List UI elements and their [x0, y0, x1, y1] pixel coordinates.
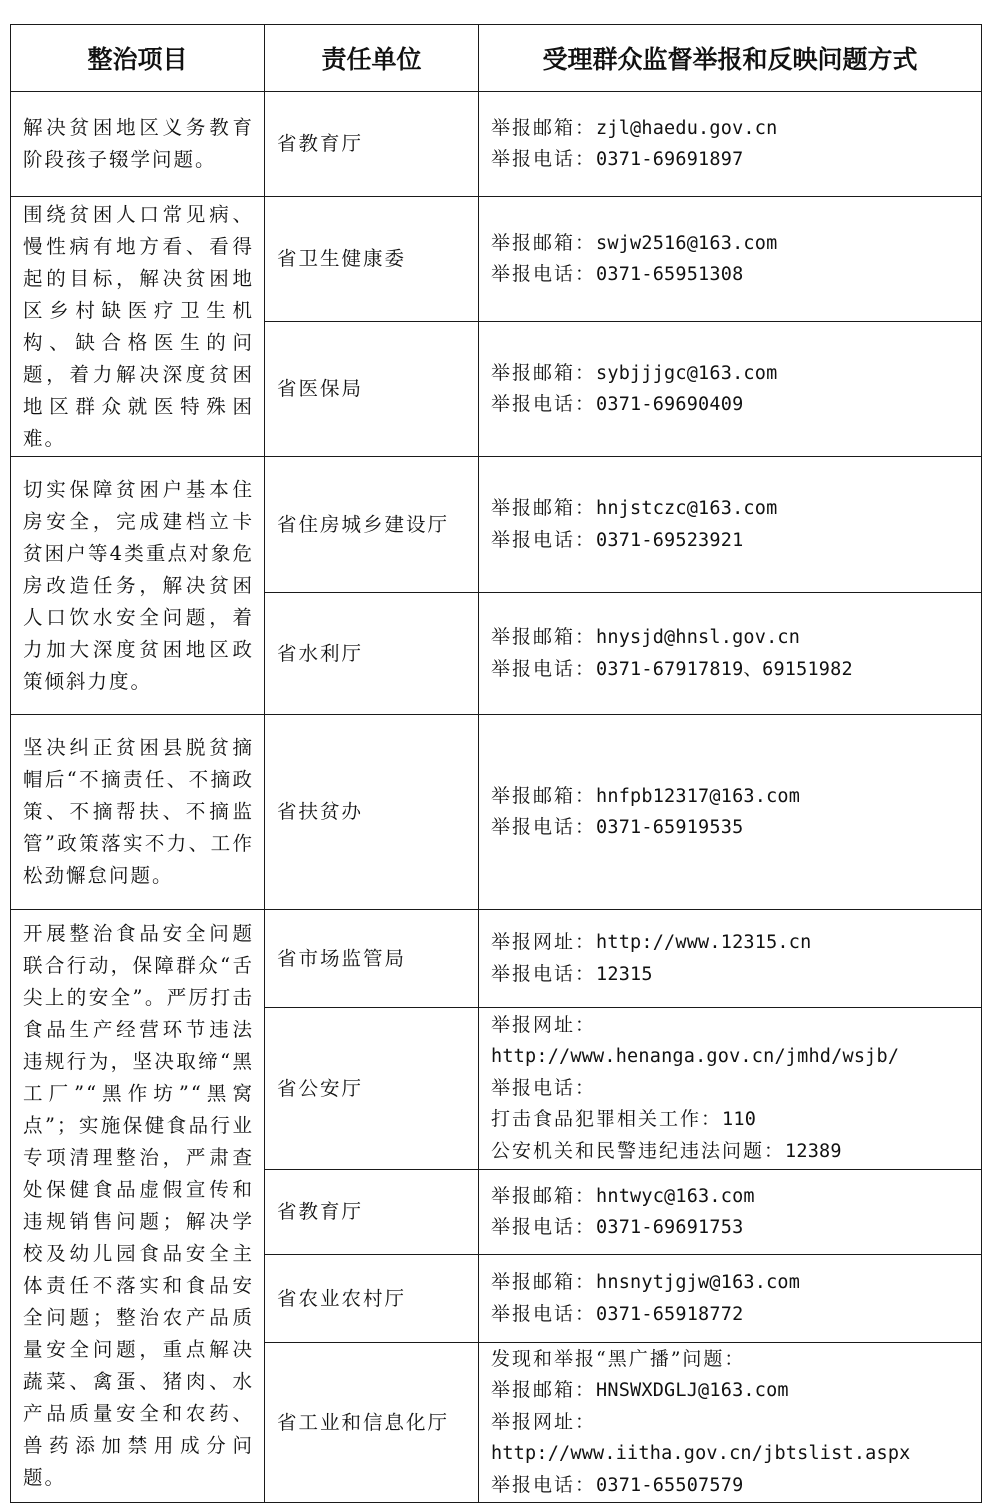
- contact-line: [491, 654, 973, 686]
- header-contact: 受理群众监督举报和反映问题方式: [479, 25, 982, 92]
- contact-value[interactable]: http://www.12315.cn: [596, 932, 812, 953]
- contact-label: 举报电话：: [491, 1302, 597, 1325]
- header-row: [11, 25, 982, 92]
- contact-label: 举报电话：: [491, 816, 597, 838]
- unit-cell: 省工业和信息化厅: [265, 1343, 479, 1503]
- contact-label: 举报邮箱：: [491, 116, 597, 139]
- contact-line: [491, 1407, 973, 1439]
- contact-label: 举报电话：: [491, 1473, 597, 1496]
- contact-label: 举报电话：: [491, 148, 597, 170]
- contact-cell: [479, 593, 982, 715]
- unit-cell: 省教育厅: [265, 92, 479, 197]
- contact-line: [491, 1212, 973, 1244]
- contact-line: [491, 1375, 973, 1407]
- contact-label: 举报邮箱：: [491, 1379, 597, 1402]
- contact-label: 打击食品犯罪相关工作：: [491, 1108, 723, 1131]
- contact-line: [491, 144, 973, 176]
- contact-cell: [479, 910, 982, 1008]
- contact-line: [491, 622, 973, 654]
- item-cell: 围绕贫困人口常见病、慢性病有地方看、看得起的目标，解决贫困地区乡村缺医疗卫生机构、缺合格医生的问题，着力解决深度贫困地区群众就医特殊困难。: [11, 197, 265, 457]
- contact-line: [491, 1299, 973, 1331]
- contact-cell: [479, 1170, 982, 1255]
- header-unit: 责任单位: [265, 25, 479, 92]
- item-cell: 解决贫困地区义务教育阶段孩子辍学问题。: [11, 92, 265, 197]
- unit-cell: 省扶贫办: [265, 715, 479, 910]
- contact-value[interactable]: hnsnytjgjw@163.com: [596, 1272, 801, 1293]
- contact-value[interactable]: hnysjd@hnsl.gov.cn: [596, 627, 801, 648]
- contact-cell: [479, 1008, 982, 1170]
- contact-line: [491, 1073, 973, 1105]
- contact-line: [491, 389, 973, 421]
- contact-value[interactable]: 0371-69691753: [596, 1217, 744, 1238]
- contact-cell: [479, 1255, 982, 1343]
- contact-value[interactable]: hnfpb12317@163.com: [596, 785, 801, 807]
- contact-line: [491, 781, 973, 813]
- contact-line: [491, 525, 973, 557]
- contact-line: [491, 1344, 973, 1376]
- supervision-table: [10, 24, 982, 1503]
- contact-value[interactable]: swjw2516@163.com: [596, 232, 778, 254]
- contact-value[interactable]: 0371-69523921: [596, 529, 744, 551]
- table-row: [11, 910, 982, 1008]
- contact-value[interactable]: 12315: [596, 963, 653, 985]
- unit-cell: 省水利厅: [265, 593, 479, 715]
- unit-cell: 省医保局: [265, 322, 479, 457]
- contact-label: 举报电话：: [491, 1216, 597, 1238]
- item-cell: 开展整治食品安全问题联合行动，保障群众“舌尖上的安全”。严厉打击食品生产经营环节违法违规行为，坚决取缔“黑工厂”“黑作坊”“黑窝点”；实施保健食品行业专项清理整治，严肃查处保健食品虚假宣传和违规销售问题；解决学校及幼儿园食品安全主体责任不落实和食品安全问题；整治农产品质量安全问题，重点解决蔬菜、禽蛋、猪肉、水产品质量安全和农药、兽药添加禁用成分问题。: [11, 910, 265, 1503]
- contact-line: [491, 1041, 973, 1073]
- contact-value[interactable]: http://www.henanga.gov.cn/jmhd/wsjb/: [491, 1046, 900, 1068]
- unit-cell: 省公安厅: [265, 1008, 479, 1170]
- contact-label: 举报邮箱：: [491, 626, 597, 648]
- contact-label: 举报电话：: [491, 528, 597, 551]
- contact-value[interactable]: 12389: [785, 1140, 842, 1162]
- contact-cell: [479, 457, 982, 593]
- contact-cell: [479, 197, 982, 322]
- unit-cell: 省卫生健康委: [265, 197, 479, 322]
- contact-line: [491, 259, 973, 291]
- contact-label: 举报电话：: [491, 393, 597, 415]
- contact-label: 举报邮箱：: [491, 784, 597, 807]
- contact-line: [491, 113, 973, 145]
- contact-value[interactable]: 0371-65919535: [596, 817, 744, 838]
- contact-value[interactable]: sybjjjgc@163.com: [596, 362, 778, 384]
- contact-label: 举报网址：: [491, 1410, 597, 1433]
- contact-value[interactable]: http://www.iitha.gov.cn/jbtslist.aspx: [491, 1443, 911, 1465]
- contact-value[interactable]: 0371-67917819、69151982: [596, 658, 853, 680]
- contact-label: 举报邮箱：: [491, 497, 597, 519]
- contact-label: 举报电话：: [491, 962, 597, 985]
- contact-label: 举报邮箱：: [491, 361, 597, 384]
- contact-line: [491, 1104, 973, 1136]
- table-row: [11, 457, 982, 593]
- unit-cell: 省教育厅: [265, 1170, 479, 1255]
- contact-line: [491, 927, 973, 959]
- contact-label: 公安机关和民警违纪违法问题：: [491, 1139, 786, 1162]
- contact-line: [491, 812, 973, 844]
- contact-label: 举报电话：: [491, 1076, 597, 1099]
- contact-line: [491, 1267, 973, 1299]
- contact-line: [491, 358, 973, 390]
- item-cell: 坚决纠正贫困县脱贫摘帽后“不摘责任、不摘政策、不摘帮扶、不摘监管”政策落实不力、工作松劲懈怠问题。: [11, 715, 265, 910]
- contact-label: 举报网址：: [491, 931, 597, 953]
- contact-value[interactable]: HNSWXDGLJ@163.com: [596, 1380, 789, 1402]
- contact-cell: [479, 322, 982, 457]
- contact-line: [491, 1136, 973, 1168]
- item-cell: 切实保障贫困户基本住房安全，完成建档立卡贫困户等4类重点对象危房改造任务，解决贫困人口饮水安全问题，着力加大深度贫困地区政策倾斜力度。: [11, 457, 265, 715]
- contact-label: 举报邮箱：: [491, 1184, 597, 1207]
- contact-line: [491, 493, 973, 525]
- contact-label: 举报电话：: [491, 263, 597, 285]
- contact-label: 举报邮箱：: [491, 1271, 597, 1293]
- unit-cell: 省市场监管局: [265, 910, 479, 1008]
- contact-cell: [479, 1343, 982, 1503]
- table-row: [11, 92, 982, 197]
- contact-label: 举报电话：: [491, 657, 597, 680]
- contact-line: [491, 1010, 973, 1042]
- contact-line: [491, 1470, 973, 1502]
- table-row: [11, 197, 982, 322]
- contact-value[interactable]: zjl@haedu.gov.cn: [596, 117, 778, 139]
- contact-value[interactable]: 0371-69691897: [596, 149, 744, 170]
- supervision-table-sheet: [10, 24, 981, 1502]
- contact-cell: [479, 92, 982, 197]
- contact-line: [491, 228, 973, 260]
- contact-value[interactable]: 0371-65951308: [596, 264, 744, 285]
- unit-cell: 省农业农村厅: [265, 1255, 479, 1343]
- header-item: 整治项目: [11, 25, 265, 92]
- contact-label: 发现和举报“黑广播”问题：: [491, 1347, 746, 1370]
- contact-line: [491, 1438, 973, 1470]
- contact-cell: [479, 715, 982, 910]
- contact-value[interactable]: 0371-65918772: [596, 1303, 744, 1325]
- contact-value[interactable]: 0371-65507579: [596, 1474, 744, 1496]
- contact-value[interactable]: 110: [722, 1109, 757, 1131]
- unit-cell: 省住房城乡建设厅: [265, 457, 479, 593]
- contact-label: 举报网址：: [491, 1013, 597, 1036]
- table-row: [11, 715, 982, 910]
- contact-line: [491, 1181, 973, 1213]
- contact-line: [491, 959, 973, 991]
- contact-label: 举报邮箱：: [491, 231, 597, 254]
- contact-value[interactable]: 0371-69690409: [596, 394, 744, 415]
- contact-value[interactable]: hnjstczc@163.com: [596, 498, 778, 519]
- contact-value[interactable]: hntwyc@163.com: [596, 1185, 755, 1207]
